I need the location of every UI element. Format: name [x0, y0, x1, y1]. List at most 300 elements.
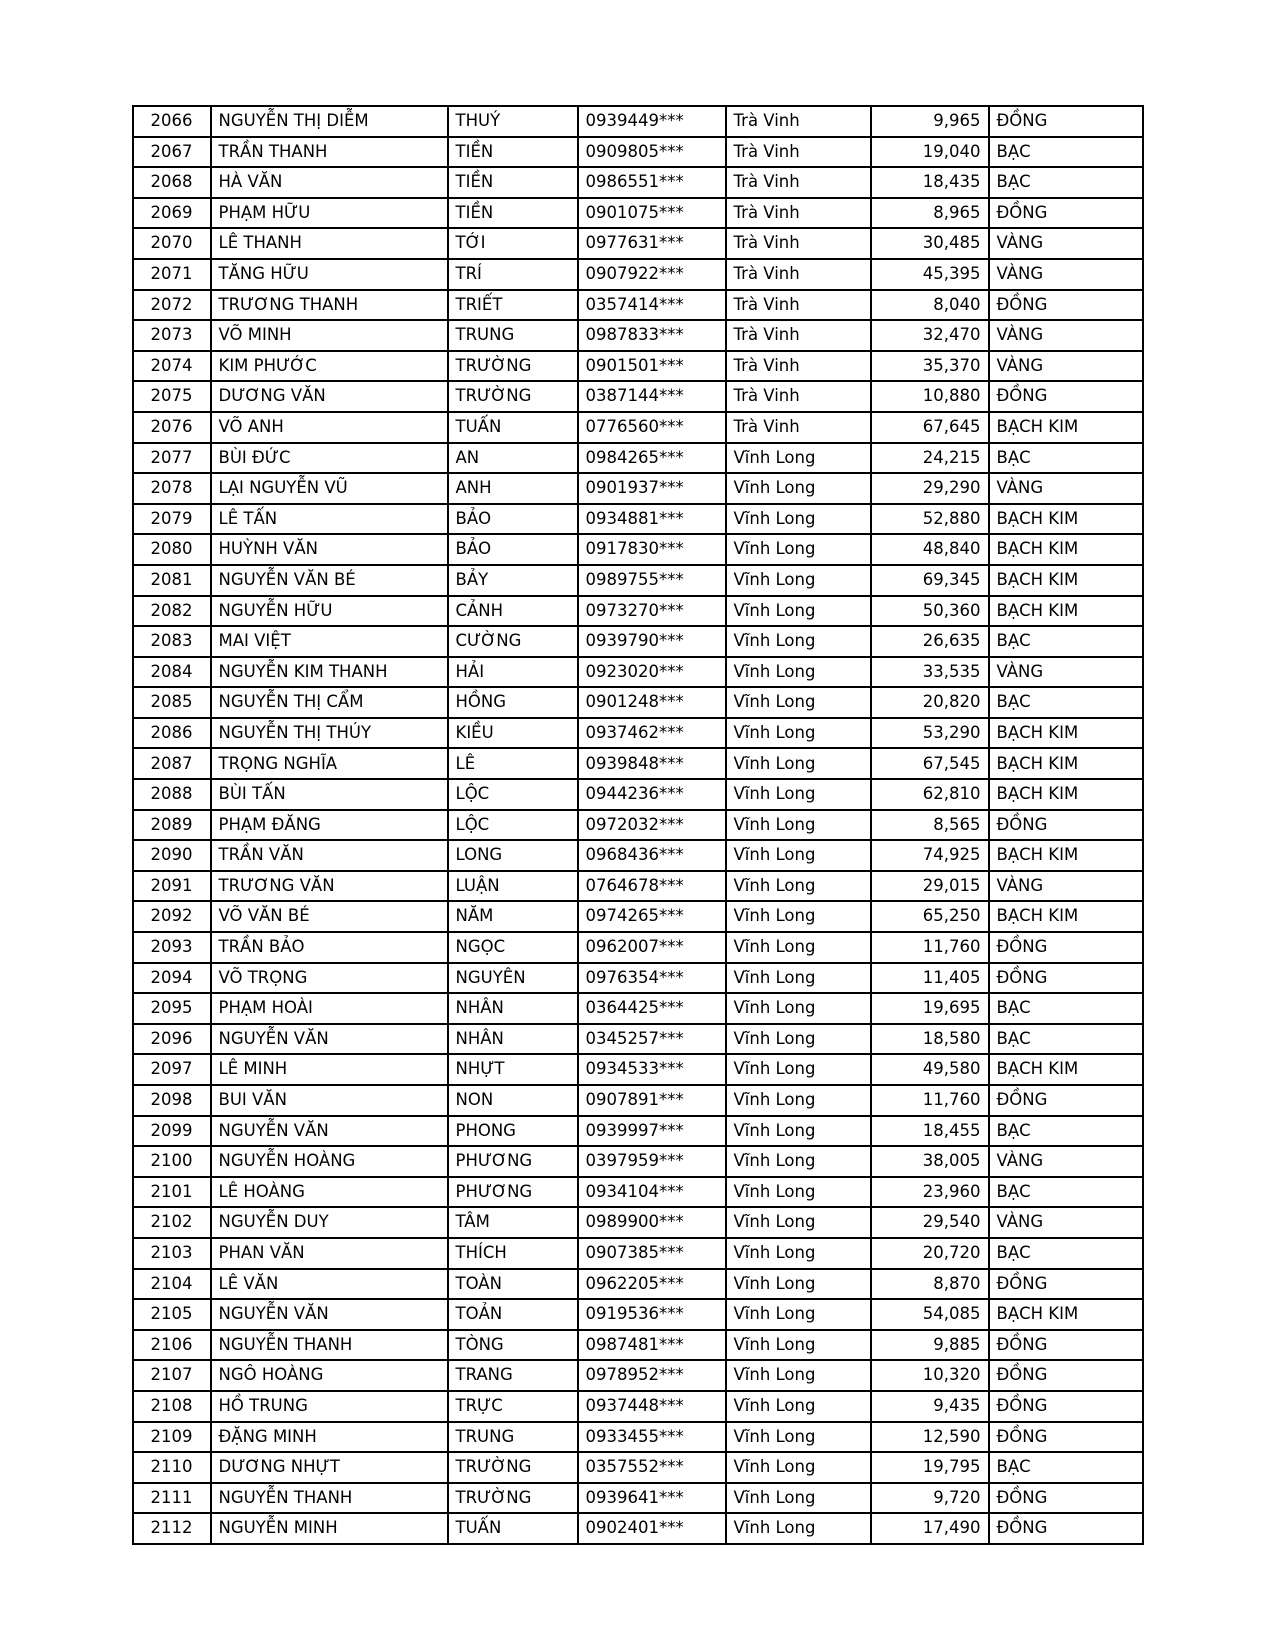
cell-points: 8,040 — [871, 290, 989, 321]
table-row — [133, 565, 1143, 596]
cell-name: HỒ TRUNG — [211, 1391, 448, 1422]
cell-tier: ĐỒNG — [989, 932, 1143, 963]
cell-given-name: TIỀN — [448, 137, 578, 168]
table-row — [133, 840, 1143, 871]
cell-id: 2079 — [133, 504, 211, 535]
cell-points: 17,490 — [871, 1513, 989, 1544]
cell-points: 24,215 — [871, 443, 989, 474]
cell-tier: BẠCH KIM — [989, 1299, 1143, 1330]
cell-name: BÙI ĐỨC — [211, 443, 448, 474]
cell-points: 67,545 — [871, 748, 989, 779]
cell-id: 2106 — [133, 1330, 211, 1361]
table-row — [133, 748, 1143, 779]
cell-id: 2069 — [133, 198, 211, 229]
cell-phone: 0901248*** — [578, 687, 726, 718]
cell-province: Vĩnh Long — [726, 840, 871, 871]
cell-points: 12,590 — [871, 1422, 989, 1453]
cell-id: 2073 — [133, 320, 211, 351]
cell-tier: BẠC — [989, 167, 1143, 198]
cell-given-name: NHÂN — [448, 1024, 578, 1055]
cell-province: Vĩnh Long — [726, 443, 871, 474]
cell-phone: 0977631*** — [578, 228, 726, 259]
winners-table — [132, 105, 1144, 1545]
cell-id: 2105 — [133, 1299, 211, 1330]
cell-given-name: NON — [448, 1085, 578, 1116]
table-row — [133, 901, 1143, 932]
cell-phone: 0939449*** — [578, 106, 726, 137]
cell-tier: BẠCH KIM — [989, 504, 1143, 535]
cell-id: 2076 — [133, 412, 211, 443]
cell-tier: VÀNG — [989, 259, 1143, 290]
cell-points: 29,540 — [871, 1207, 989, 1238]
cell-province: Trà Vinh — [726, 412, 871, 443]
cell-points: 62,810 — [871, 779, 989, 810]
table-row — [133, 167, 1143, 198]
cell-given-name: TIỀN — [448, 167, 578, 198]
cell-province: Vĩnh Long — [726, 1513, 871, 1544]
cell-points: 29,290 — [871, 473, 989, 504]
cell-province: Vĩnh Long — [726, 748, 871, 779]
cell-id: 2094 — [133, 963, 211, 994]
cell-name: NGUYỄN VĂN BÉ — [211, 565, 448, 596]
cell-points: 35,370 — [871, 351, 989, 382]
cell-id: 2084 — [133, 657, 211, 688]
cell-points: 9,435 — [871, 1391, 989, 1422]
cell-id: 2100 — [133, 1146, 211, 1177]
cell-given-name: HỒNG — [448, 687, 578, 718]
cell-tier: ĐỒNG — [989, 1085, 1143, 1116]
cell-name: BUI VĂN — [211, 1085, 448, 1116]
cell-phone: 0937462*** — [578, 718, 726, 749]
cell-points: 9,885 — [871, 1330, 989, 1361]
table-row — [133, 473, 1143, 504]
cell-tier: VÀNG — [989, 871, 1143, 902]
cell-id: 2110 — [133, 1452, 211, 1483]
cell-phone: 0989755*** — [578, 565, 726, 596]
cell-tier: BẠCH KIM — [989, 901, 1143, 932]
cell-tier: BẠCH KIM — [989, 840, 1143, 871]
cell-tier: ĐỒNG — [989, 290, 1143, 321]
cell-tier: BẠC — [989, 687, 1143, 718]
cell-phone: 0917830*** — [578, 534, 726, 565]
cell-points: 20,720 — [871, 1238, 989, 1269]
cell-tier: VÀNG — [989, 1146, 1143, 1177]
cell-id: 2068 — [133, 167, 211, 198]
table-row — [133, 259, 1143, 290]
cell-name: LẠI NGUYỄN VŨ — [211, 473, 448, 504]
cell-province: Vĩnh Long — [726, 1360, 871, 1391]
cell-name: TRẦN BẢO — [211, 932, 448, 963]
table-row — [133, 718, 1143, 749]
table-row — [133, 596, 1143, 627]
cell-name: LÊ TẤN — [211, 504, 448, 535]
cell-name: TRƯƠNG VĂN — [211, 871, 448, 902]
cell-tier: VÀNG — [989, 320, 1143, 351]
cell-points: 11,760 — [871, 932, 989, 963]
cell-id: 2098 — [133, 1085, 211, 1116]
cell-points: 18,580 — [871, 1024, 989, 1055]
cell-phone: 0984265*** — [578, 443, 726, 474]
cell-province: Vĩnh Long — [726, 1177, 871, 1208]
cell-province: Vĩnh Long — [726, 1238, 871, 1269]
table-row — [133, 1024, 1143, 1055]
cell-given-name: NĂM — [448, 901, 578, 932]
cell-province: Vĩnh Long — [726, 687, 871, 718]
cell-given-name: TUẤN — [448, 412, 578, 443]
cell-id: 2089 — [133, 810, 211, 841]
cell-name: TRƯƠNG THANH — [211, 290, 448, 321]
cell-province: Vĩnh Long — [726, 1483, 871, 1514]
cell-phone: 0962007*** — [578, 932, 726, 963]
cell-given-name: LỘC — [448, 779, 578, 810]
cell-tier: VÀNG — [989, 657, 1143, 688]
cell-points: 52,880 — [871, 504, 989, 535]
cell-province: Vĩnh Long — [726, 1116, 871, 1147]
cell-province: Vĩnh Long — [726, 534, 871, 565]
cell-tier: BẠCH KIM — [989, 596, 1143, 627]
cell-id: 2072 — [133, 290, 211, 321]
table-row — [133, 1299, 1143, 1330]
cell-given-name: BẢY — [448, 565, 578, 596]
cell-name: LÊ HOÀNG — [211, 1177, 448, 1208]
cell-province: Vĩnh Long — [726, 871, 871, 902]
cell-phone: 0902401*** — [578, 1513, 726, 1544]
cell-points: 23,960 — [871, 1177, 989, 1208]
table-row — [133, 687, 1143, 718]
cell-tier: ĐỒNG — [989, 1422, 1143, 1453]
table-row — [133, 1452, 1143, 1483]
cell-name: NGUYỄN THỊ THÚY — [211, 718, 448, 749]
cell-points: 54,085 — [871, 1299, 989, 1330]
cell-phone: 0934533*** — [578, 1054, 726, 1085]
cell-phone: 0972032*** — [578, 810, 726, 841]
cell-province: Trà Vinh — [726, 106, 871, 137]
cell-tier: BẠCH KIM — [989, 779, 1143, 810]
cell-tier: ĐỒNG — [989, 1483, 1143, 1514]
cell-points: 33,535 — [871, 657, 989, 688]
cell-name: VÕ VĂN BÉ — [211, 901, 448, 932]
cell-province: Trà Vinh — [726, 198, 871, 229]
cell-phone: 0973270*** — [578, 596, 726, 627]
cell-name: PHẠM HOÀI — [211, 993, 448, 1024]
cell-name: LÊ MINH — [211, 1054, 448, 1085]
cell-given-name: NGỌC — [448, 932, 578, 963]
cell-name: TRẦN VĂN — [211, 840, 448, 871]
cell-name: NGUYỄN HỮU — [211, 596, 448, 627]
cell-id: 2104 — [133, 1269, 211, 1300]
cell-phone: 0776560*** — [578, 412, 726, 443]
table-row — [133, 1177, 1143, 1208]
cell-phone: 0923020*** — [578, 657, 726, 688]
cell-tier: VÀNG — [989, 351, 1143, 382]
table-row — [133, 810, 1143, 841]
cell-province: Vĩnh Long — [726, 1054, 871, 1085]
cell-tier: BẠCH KIM — [989, 1054, 1143, 1085]
cell-phone: 0397959*** — [578, 1146, 726, 1177]
table-row — [133, 1483, 1143, 1514]
cell-given-name: CẢNH — [448, 596, 578, 627]
cell-province: Vĩnh Long — [726, 963, 871, 994]
cell-given-name: TRƯỜNG — [448, 351, 578, 382]
cell-phone: 0387144*** — [578, 381, 726, 412]
cell-province: Vĩnh Long — [726, 932, 871, 963]
cell-given-name: THÍCH — [448, 1238, 578, 1269]
table-row — [133, 1513, 1143, 1544]
cell-province: Vĩnh Long — [726, 718, 871, 749]
table-row — [133, 228, 1143, 259]
cell-id: 2071 — [133, 259, 211, 290]
cell-phone: 0974265*** — [578, 901, 726, 932]
cell-tier: ĐỒNG — [989, 1330, 1143, 1361]
cell-id: 2083 — [133, 626, 211, 657]
cell-name: PHẠM HỮU — [211, 198, 448, 229]
cell-id: 2080 — [133, 534, 211, 565]
cell-phone: 0901937*** — [578, 473, 726, 504]
cell-given-name: TRÍ — [448, 259, 578, 290]
cell-province: Trà Vinh — [726, 228, 871, 259]
cell-points: 11,405 — [871, 963, 989, 994]
cell-id: 2097 — [133, 1054, 211, 1085]
cell-given-name: TÒNG — [448, 1330, 578, 1361]
cell-given-name: BẢO — [448, 534, 578, 565]
cell-id: 2087 — [133, 748, 211, 779]
cell-name: PHẠM ĐĂNG — [211, 810, 448, 841]
table-row — [133, 1360, 1143, 1391]
table-row — [133, 381, 1143, 412]
cell-name: TRỌNG NGHĨA — [211, 748, 448, 779]
cell-id: 2075 — [133, 381, 211, 412]
cell-points: 67,645 — [871, 412, 989, 443]
cell-province: Vĩnh Long — [726, 1452, 871, 1483]
cell-tier: BẠC — [989, 1177, 1143, 1208]
cell-phone: 0987481*** — [578, 1330, 726, 1361]
cell-points: 30,485 — [871, 228, 989, 259]
table-row — [133, 412, 1143, 443]
table-row — [133, 626, 1143, 657]
cell-given-name: LÊ — [448, 748, 578, 779]
cell-tier: ĐỒNG — [989, 1391, 1143, 1422]
cell-name: LÊ THANH — [211, 228, 448, 259]
cell-tier: BẠCH KIM — [989, 748, 1143, 779]
cell-name: NGUYỄN THỊ DIỄM — [211, 106, 448, 137]
cell-points: 53,290 — [871, 718, 989, 749]
cell-phone: 0907385*** — [578, 1238, 726, 1269]
cell-points: 65,250 — [871, 901, 989, 932]
cell-given-name: BẢO — [448, 504, 578, 535]
cell-province: Trà Vinh — [726, 167, 871, 198]
table-row — [133, 1330, 1143, 1361]
cell-tier: BẠCH KIM — [989, 412, 1143, 443]
cell-phone: 0986551*** — [578, 167, 726, 198]
cell-points: 20,820 — [871, 687, 989, 718]
cell-points: 32,470 — [871, 320, 989, 351]
cell-tier: ĐỒNG — [989, 198, 1143, 229]
cell-points: 29,015 — [871, 871, 989, 902]
cell-id: 2078 — [133, 473, 211, 504]
cell-province: Vĩnh Long — [726, 626, 871, 657]
cell-points: 19,040 — [871, 137, 989, 168]
cell-given-name: LUẬN — [448, 871, 578, 902]
cell-points: 74,925 — [871, 840, 989, 871]
cell-tier: BẠCH KIM — [989, 718, 1143, 749]
cell-name: NGUYỄN VĂN — [211, 1299, 448, 1330]
cell-phone: 0901501*** — [578, 351, 726, 382]
cell-phone: 0357414*** — [578, 290, 726, 321]
cell-id: 2092 — [133, 901, 211, 932]
cell-points: 9,720 — [871, 1483, 989, 1514]
cell-province: Vĩnh Long — [726, 473, 871, 504]
cell-id: 2096 — [133, 1024, 211, 1055]
cell-tier: BẠC — [989, 1452, 1143, 1483]
table-row — [133, 657, 1143, 688]
cell-phone: 0934104*** — [578, 1177, 726, 1208]
cell-phone: 0901075*** — [578, 198, 726, 229]
cell-points: 10,320 — [871, 1360, 989, 1391]
cell-id: 2082 — [133, 596, 211, 627]
cell-given-name: TOÀN — [448, 1269, 578, 1300]
cell-id: 2066 — [133, 106, 211, 137]
cell-given-name: PHONG — [448, 1116, 578, 1147]
cell-province: Vĩnh Long — [726, 1422, 871, 1453]
cell-province: Trà Vinh — [726, 351, 871, 382]
cell-province: Vĩnh Long — [726, 901, 871, 932]
cell-phone: 0364425*** — [578, 993, 726, 1024]
cell-id: 2088 — [133, 779, 211, 810]
cell-name: DƯƠNG NHỰT — [211, 1452, 448, 1483]
cell-points: 8,870 — [871, 1269, 989, 1300]
cell-tier: ĐỒNG — [989, 1360, 1143, 1391]
table-row — [133, 1085, 1143, 1116]
cell-id: 2067 — [133, 137, 211, 168]
cell-tier: BẠC — [989, 443, 1143, 474]
cell-given-name: TRANG — [448, 1360, 578, 1391]
cell-points: 45,395 — [871, 259, 989, 290]
cell-points: 49,580 — [871, 1054, 989, 1085]
cell-phone: 0939848*** — [578, 748, 726, 779]
table-row — [133, 320, 1143, 351]
cell-phone: 0989900*** — [578, 1207, 726, 1238]
cell-given-name: PHƯƠNG — [448, 1146, 578, 1177]
table-row — [133, 1146, 1143, 1177]
cell-tier: BẠC — [989, 1024, 1143, 1055]
cell-points: 9,965 — [871, 106, 989, 137]
cell-name: PHAN VĂN — [211, 1238, 448, 1269]
cell-name: NGUYỄN VĂN — [211, 1116, 448, 1147]
cell-id: 2102 — [133, 1207, 211, 1238]
cell-name: KIM PHƯỚC — [211, 351, 448, 382]
cell-given-name: TRƯỜNG — [448, 1483, 578, 1514]
cell-id: 2070 — [133, 228, 211, 259]
cell-province: Vĩnh Long — [726, 657, 871, 688]
cell-tier: ĐỒNG — [989, 381, 1143, 412]
cell-name: VÕ TRỌNG — [211, 963, 448, 994]
cell-points: 48,840 — [871, 534, 989, 565]
cell-province: Vĩnh Long — [726, 1330, 871, 1361]
cell-phone: 0939641*** — [578, 1483, 726, 1514]
cell-given-name: HẢI — [448, 657, 578, 688]
cell-id: 2101 — [133, 1177, 211, 1208]
cell-tier: VÀNG — [989, 473, 1143, 504]
cell-province: Vĩnh Long — [726, 596, 871, 627]
cell-tier: BẠC — [989, 1238, 1143, 1269]
cell-id: 2111 — [133, 1483, 211, 1514]
cell-tier: ĐỒNG — [989, 810, 1143, 841]
cell-phone: 0968436*** — [578, 840, 726, 871]
cell-id: 2074 — [133, 351, 211, 382]
cell-id: 2099 — [133, 1116, 211, 1147]
cell-given-name: TRƯỜNG — [448, 1452, 578, 1483]
cell-name: NGUYỄN THANH — [211, 1483, 448, 1514]
cell-name: NGUYỄN DUY — [211, 1207, 448, 1238]
cell-phone: 0962205*** — [578, 1269, 726, 1300]
cell-given-name: TRƯỜNG — [448, 381, 578, 412]
cell-name: VÕ ANH — [211, 412, 448, 443]
cell-id: 2077 — [133, 443, 211, 474]
table-row — [133, 137, 1143, 168]
cell-given-name: KIỀU — [448, 718, 578, 749]
cell-given-name: AN — [448, 443, 578, 474]
table-row — [133, 1238, 1143, 1269]
cell-province: Trà Vinh — [726, 137, 871, 168]
table-row — [133, 290, 1143, 321]
cell-id: 2093 — [133, 932, 211, 963]
cell-given-name: TRIẾT — [448, 290, 578, 321]
table-row — [133, 1207, 1143, 1238]
cell-points: 10,880 — [871, 381, 989, 412]
cell-name: HÀ VĂN — [211, 167, 448, 198]
cell-phone: 0357552*** — [578, 1452, 726, 1483]
table-row — [133, 106, 1143, 137]
cell-province: Vĩnh Long — [726, 1146, 871, 1177]
cell-name: TĂNG HỮU — [211, 259, 448, 290]
cell-id: 2103 — [133, 1238, 211, 1269]
table-row — [133, 871, 1143, 902]
cell-name: TRẦN THANH — [211, 137, 448, 168]
cell-tier: BẠC — [989, 993, 1143, 1024]
cell-tier: ĐỒNG — [989, 963, 1143, 994]
cell-id: 2085 — [133, 687, 211, 718]
cell-name: NGUYỄN MINH — [211, 1513, 448, 1544]
cell-given-name: TRỰC — [448, 1391, 578, 1422]
cell-points: 18,435 — [871, 167, 989, 198]
cell-id: 2091 — [133, 871, 211, 902]
cell-phone: 0345257*** — [578, 1024, 726, 1055]
table-row — [133, 963, 1143, 994]
cell-province: Vĩnh Long — [726, 993, 871, 1024]
cell-given-name: TIỀN — [448, 198, 578, 229]
cell-tier: VÀNG — [989, 228, 1143, 259]
cell-tier: ĐỒNG — [989, 1269, 1143, 1300]
cell-name: MAI VIỆT — [211, 626, 448, 657]
cell-given-name: NHỰT — [448, 1054, 578, 1085]
table-body — [133, 106, 1143, 1544]
cell-phone: 0939997*** — [578, 1116, 726, 1147]
cell-phone: 0937448*** — [578, 1391, 726, 1422]
table-row — [133, 993, 1143, 1024]
cell-given-name: CƯỜNG — [448, 626, 578, 657]
table-row — [133, 779, 1143, 810]
cell-tier: ĐỒNG — [989, 106, 1143, 137]
table-row — [133, 1054, 1143, 1085]
cell-given-name: TUẤN — [448, 1513, 578, 1544]
cell-given-name: TRUNG — [448, 1422, 578, 1453]
table-row — [133, 932, 1143, 963]
cell-name: LÊ VĂN — [211, 1269, 448, 1300]
cell-phone: 0987833*** — [578, 320, 726, 351]
cell-tier: BẠC — [989, 137, 1143, 168]
cell-phone: 0919536*** — [578, 1299, 726, 1330]
cell-province: Vĩnh Long — [726, 1391, 871, 1422]
